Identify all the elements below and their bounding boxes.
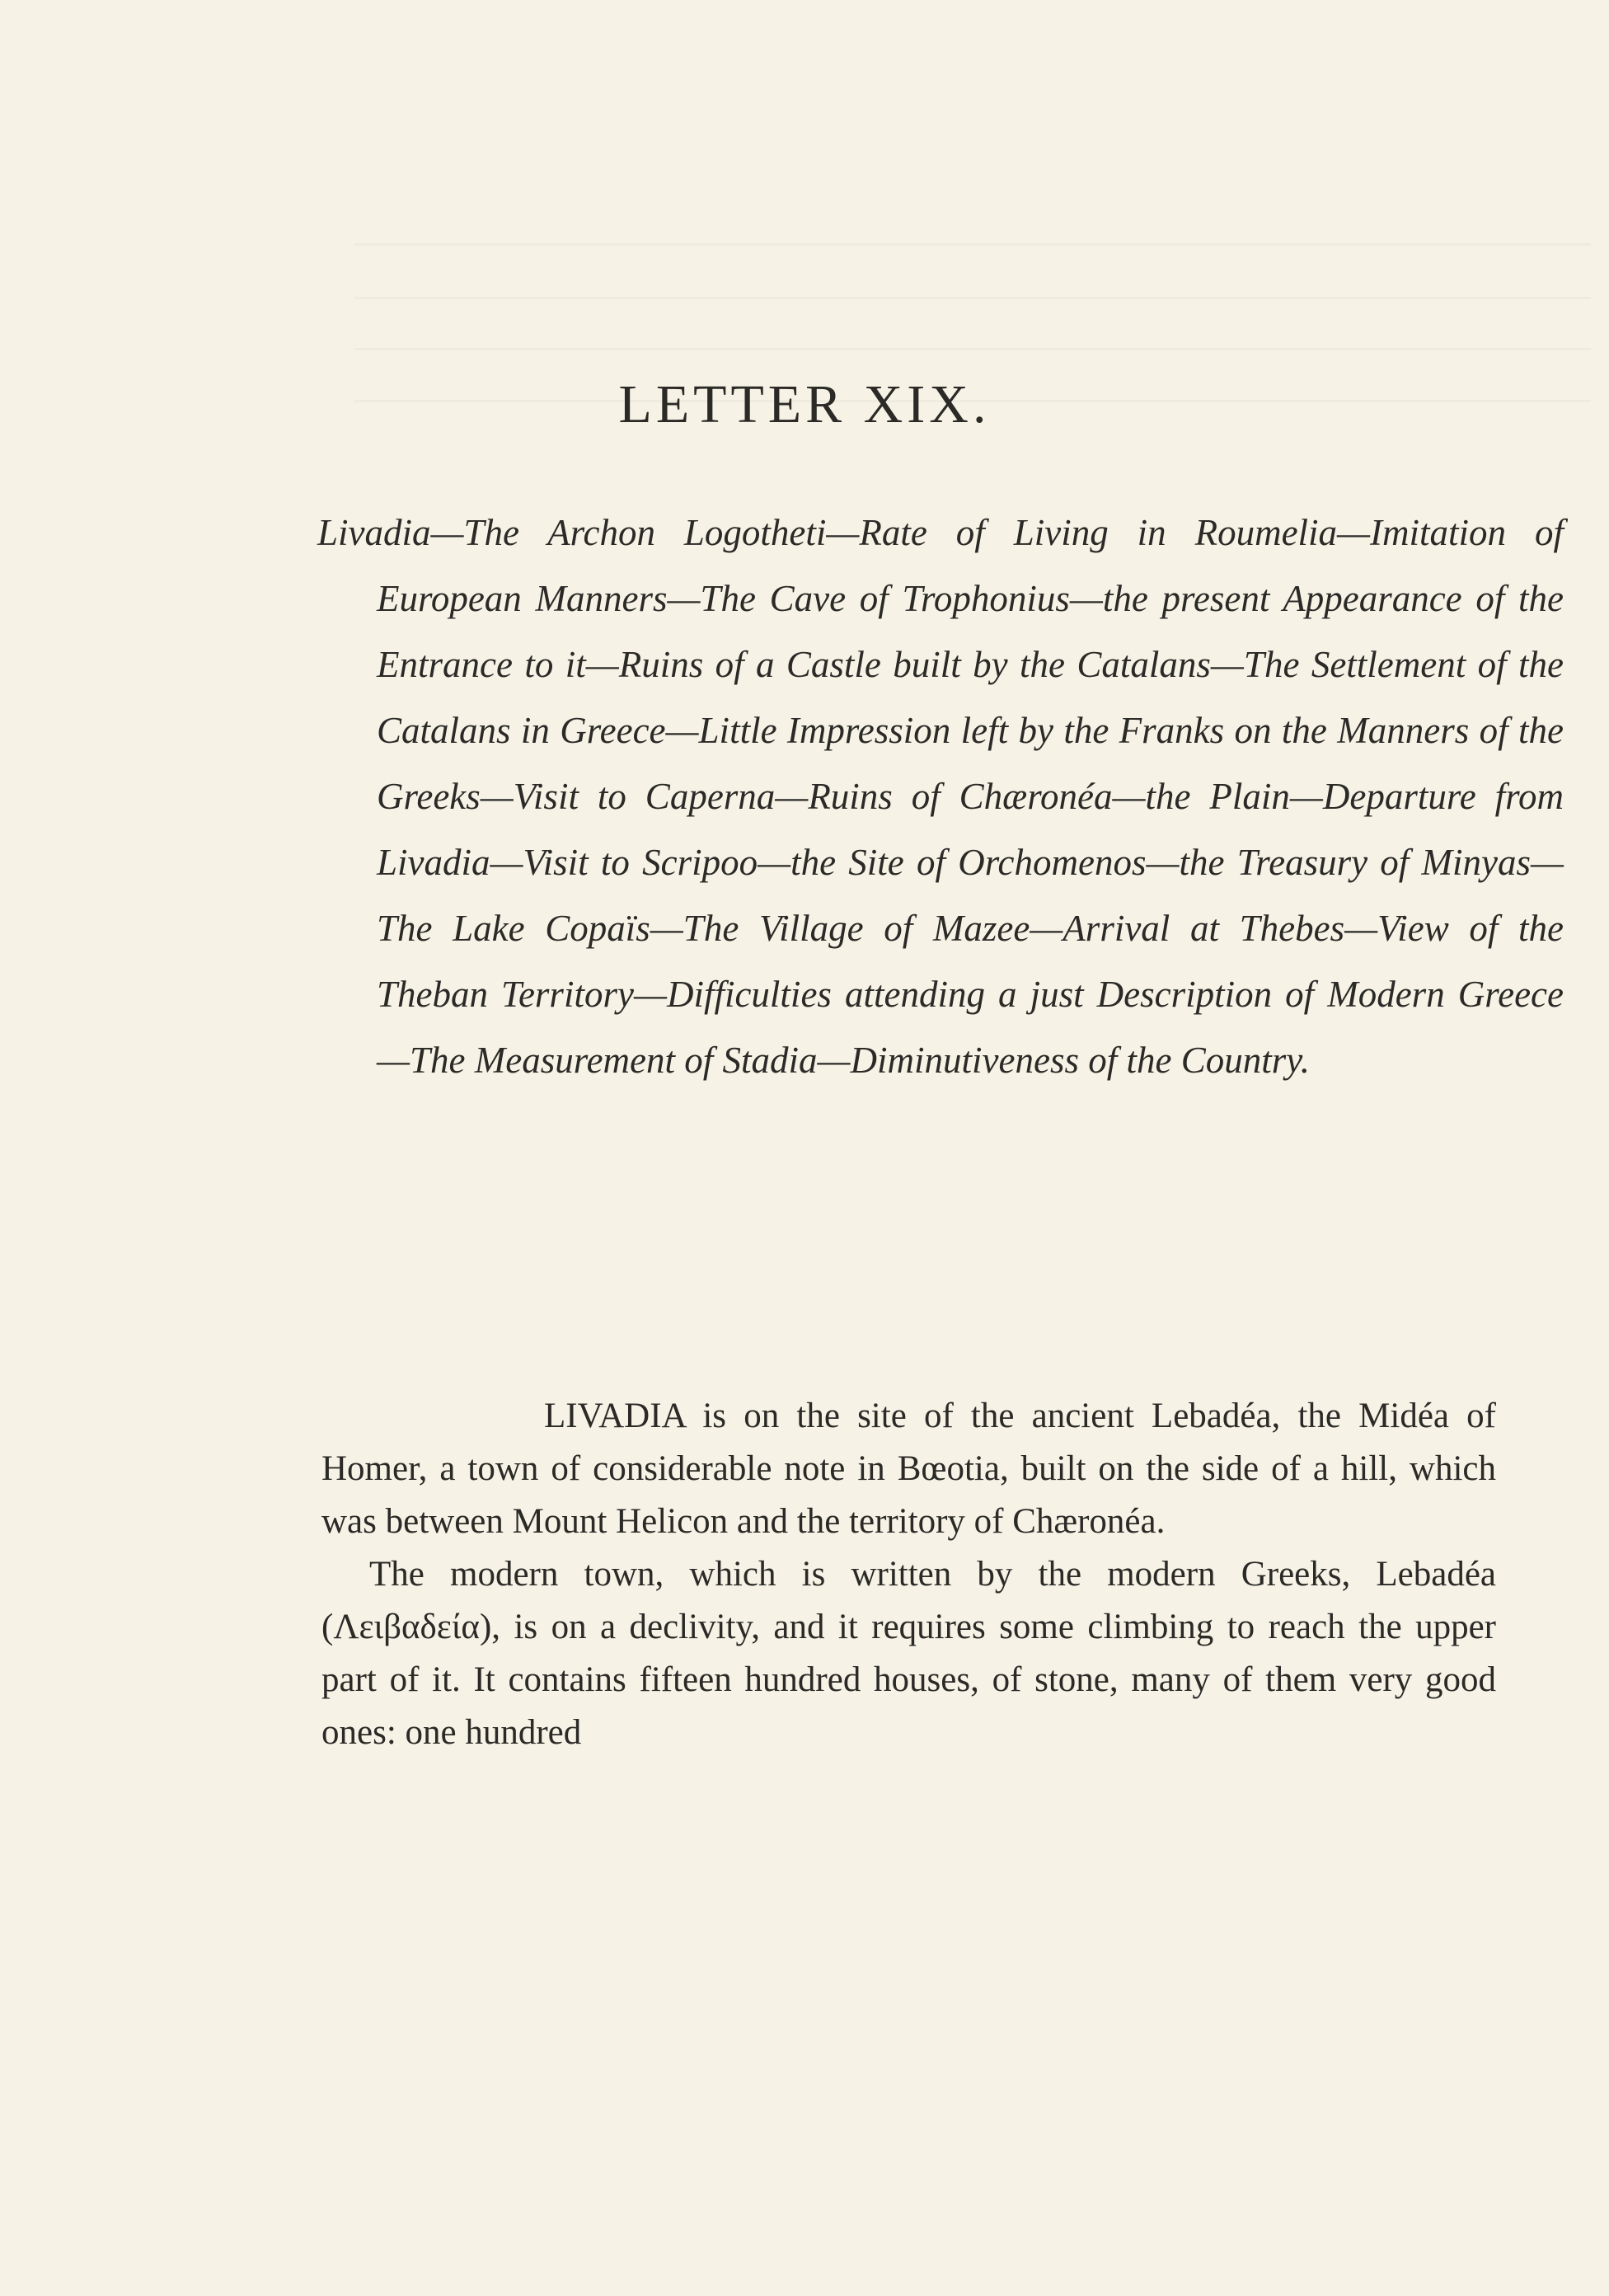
paragraph: The modern town, which is written by the modern Greeks, Lebadéa (Λειβαδεία), is on a declivity, and it requires some climbing to reach the upper part of it. It contains fifteen hundred houses, of stone, many of them very good ones: one hundred xyxy=(321,1555,1496,1752)
chapter-summary: Livadia—The Archon Logotheti—Rate of Living in Roumelia—Imitation of European Manners—The Cave of Trophonius—the present Appearance of the Entrance to it—Ruins of a Castle built by the Catalans—The Settlement of the Catalans in Greece—Little Impression left by the Franks on the Manners of the Greeks—Visit to Caperna—Ruins of Chæronéa—the Plain—Departure from Livadia—Visit to Scripoo—the Site of Orchomenos—the Treasury of Minyas—The Lake Copaïs—The Village of Mazee—Arrival at Thebes—View of the Theban Territory—Difficulties attending a just Description of Modern Greece—The Measurement of Stadia—Diminutiveness of the Country. xyxy=(317,512,1564,1081)
letter-title: LETTER XIX. xyxy=(618,374,991,434)
body-text xyxy=(321,1390,1496,1759)
paragraph: LIVADIA is on the site of the ancient Lebadéa, the Midéa of Homer, a town of considerable note in Bœotia, built on the side of a hill, which was between Mount Helicon and the territory of Chæronéa. xyxy=(321,1397,1496,1541)
